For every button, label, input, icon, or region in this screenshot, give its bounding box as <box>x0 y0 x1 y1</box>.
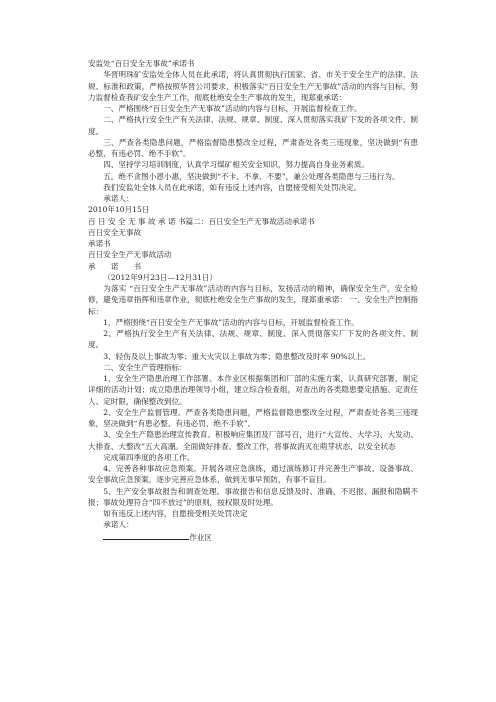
paragraph: 5、生产安全事故报告和调查处理。事故报告和信息反馈及时、准确，不迟报、漏报和隐瞒不报；事故处理符合“四不放过”的原则，按权限及时处理。 <box>88 486 418 507</box>
paragraph: 为落实 “百日安全生产无事故”活动的内容与目标，发扬活动的精神，确保安全生产，安全检修，避免违章指挥和违章作业，彻底杜绝安全生产事故的发生，现郑重承诺： 一、安全生产控制指标： <box>88 284 418 316</box>
paragraph: 二、严格执行安全生产有关法律、法规、规章、制度、深入贯彻落实我矿下发的各项文件、制度。 <box>88 115 418 136</box>
doc-title: 安监处“百日安全无事故”承诺书 <box>88 59 195 68</box>
paragraph: 四、坚持学习培训制度，认真学习煤矿相关安全知识，努力提高自身业务素质。 <box>103 160 369 170</box>
document-body <box>88 58 418 543</box>
paragraph: 一、严格围绕“百日安全生产无事故”活动的内容与目标，开展监督检查工作。 <box>103 104 362 113</box>
paragraph: 3、安全生产隐患治理宣传教育。积极响应集团及厂部号召，进行“大宣传、大学习、大发动、大排查、大整改”五大高潮。全面做好排查、整改工作，将事故消灭在萌芽状态，以安全状态 <box>88 430 418 451</box>
paragraph: 2、安全生产监督管理。严查各类隐患问题，严格监督隐患整改全过程，严肃查处各类三违现象，坚决做到“有患必整、有违必罚、绝不手软”。 <box>88 407 418 428</box>
paragraph: 我们安监处全体人员在此承诺，如有违反上述内容，自愿接受相关处罚决定。 <box>103 182 362 192</box>
paragraph: 4、完善各种事故应急预案。开展各项应急演练，通过演练修订并完善生产事故、设备事故、安全事故应急预案，逐步完善应急体系，做到无事早预防，有事不盲目。 <box>88 464 418 485</box>
signatory-label: 承诺人： <box>103 194 134 203</box>
paragraph: 华晋明珠矿安监处全体人员在此承诺，将认真贯彻执行国家、省、市关于安全生产的法律、法规、标准和政策，严格按照华晋公司要求，积极落实“百日安全生产无事故”活动的内容与目标，努力监督检查我矿安全生产工作，彻底杜绝安全生产事故的发生，现郑重承诺： <box>88 70 418 102</box>
signatory-label: 承诺人： <box>103 520 134 530</box>
heading: 承 诺 书 <box>88 261 142 271</box>
date: 2010年10月15日 <box>88 205 150 215</box>
signature-line <box>88 531 418 543</box>
signature-suffix: 作业区 <box>189 532 212 542</box>
paragraph: 百日安全无事故 <box>88 227 142 237</box>
paragraph: 3、轻伤及以上事故为零；重大火灾以上事故为零；隐患整改及时率 90%以上。 <box>103 351 371 361</box>
paragraph: 完成第四季度的各项工作。 <box>103 452 195 462</box>
blank-line <box>103 531 189 540</box>
date-range: （2012年9月23日—12月31日） <box>103 272 218 282</box>
paragraph: 2、严格执行安全生产有关法律、法规、规章、制度、深入贯彻落实厂下发的各项文件、制度。 <box>88 329 418 350</box>
paragraph: 三、严查各类隐患问题，严格监督隐患整改全过程，严肃查处各类三违现象，坚决做到“有患必整、有违必罚、绝不手软”。 <box>88 137 418 158</box>
paragraph: 1、安全生产隐患治理工作部署。本作业区根据集团和厂部的实施方案，认真研究部署，制定详细的活动计划；成立隐患治理领导小组，建立综合检查组，对查出的各类隐患要定措施、定责任人、定时限，确保整改到位。 <box>88 374 418 406</box>
paragraph: 1、严格围绕“百日安全生产无事故”活动的内容与目标，开展监督检查工作。 <box>103 317 359 327</box>
section-heading: 二、安全生产管理指标： <box>103 362 187 372</box>
paragraph: 如有违反上述内容，自愿接受相关处罚决定 <box>103 509 248 518</box>
paragraph: 百 日 安 全 无 事 故 承 诺 书篇二：百日安全生产无事故活动承诺书 <box>88 216 315 226</box>
paragraph: 百日安全生产无事故活动 <box>88 250 172 260</box>
paragraph: 承诺书 <box>88 239 111 248</box>
paragraph: 五，绝不贪图小恩小惠，坚决做到“不卡、不拿、不要”，兼公处理各类隐患与三违行为。 <box>103 171 400 181</box>
